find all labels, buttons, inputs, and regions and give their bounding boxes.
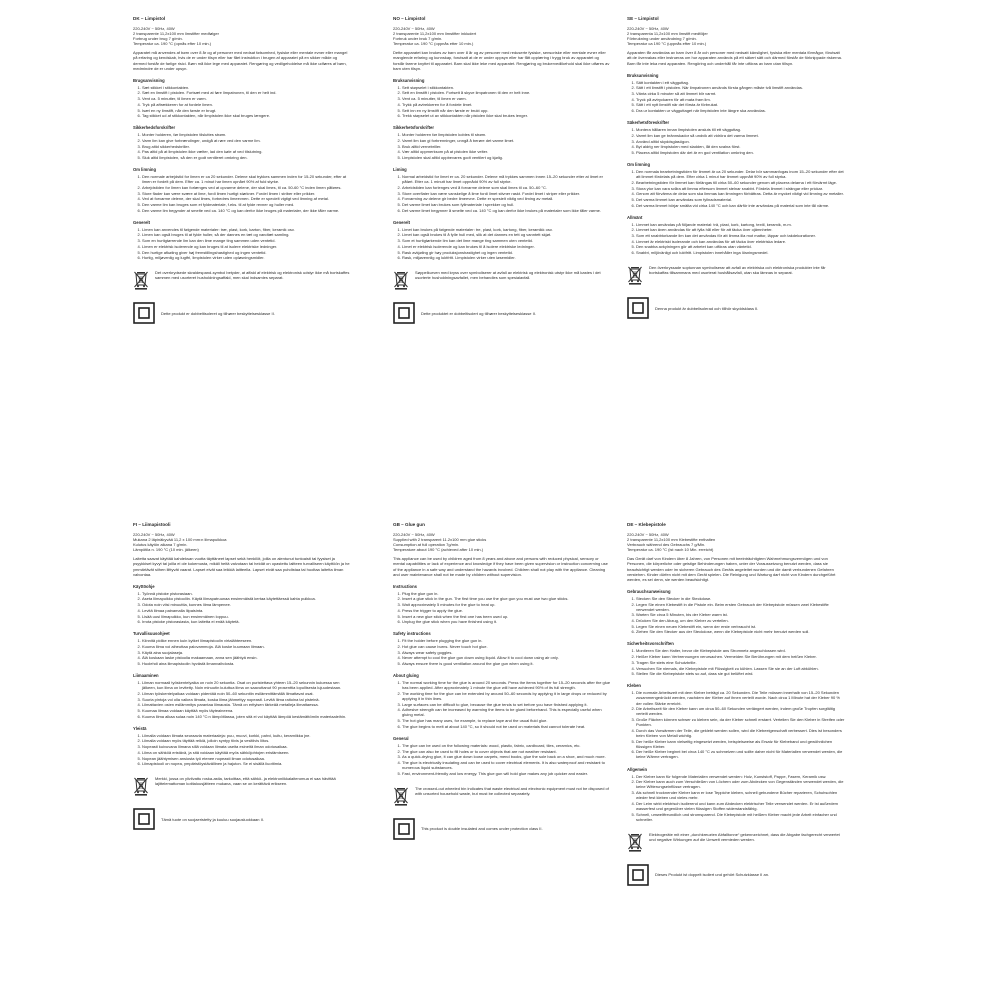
section-title: SE – Limpistol [627,16,659,21]
numbered-list [627,596,845,635]
spec-line: Kulutus käytön aikana 7 g/min. [133,542,188,548]
list-item: 2. Arbejdstiden for limen kan forlænges ved at opvarme delene, der skal limes, til ca. 50-60 °C inden limen påføres. [142,185,351,190]
list-item: 3. Große Flächen können schwer zu kleben sein, da der Kleber schnell erstarrt. Verteilen Sie den Kleber in Streifen oder Punkten. [636,717,845,727]
list-item: 5. Den varme lim kan bruges som et fyldmateriale, f.eks. til at fylde revner og huller med. [142,202,351,207]
numbered-list [133,638,351,666]
class-ii-text: Dette produktet er dobbeltisolert og tilhører beskyttelsesklasse II. [421,310,536,316]
list-item: 2. Varm lim kan give forbrændinger, undgå at røre ved den varme lim. [142,138,351,143]
list-item: 3. Store flader kan være svære at lime, fordi limen hurtigt størkner. Fordel limen i striber eller prikker. [142,191,351,196]
weee-notice [627,265,845,285]
intro-paragraph: Das Gerät darf von Kindern über 8 Jahren, von Personen mit beeinträchtigtem Wahrnehmungsvermögen und von Personen, die körperliche oder geistige Behinderungen haben, unter der Voraussetzung benutzt werden, dass sie beaufsichtigt werden oder im sicheren Gebrauch des Geräts angeleitet wurden und die damit verbundenen Gefahren verstehen. Kinder dürfen nicht mit dem Gerät spielen. Die Reinigung und Wartung darf nicht von Kindern durchgeführt werden, es sei denn, sie werden beaufsichtigt. [627,556,836,582]
block-heading: Liimaaminen [133,673,159,679]
crossed-out-bin-icon [393,270,409,290]
list-item: 2. Limmet kan även användas för att fylla hål eller för att täcka över ojämnheter. [636,227,845,232]
numbered-list [393,132,611,160]
spec-line: Forbrug under brug 7 g/min. [133,36,183,42]
list-item: 3. Odota noin viisi minuuttia, kunnes liima lämpenee. [142,602,351,607]
block-heading: Generelt [393,219,410,225]
list-item: 2. Aseta liimapuikko pistooliin. Käytä liimapatruunaa ensimmäistä kertaa käytettäessä kahta puikkoa. [142,596,351,601]
list-item: 6. Det varma limmet börjar smälta vid cirka 140 °C och kan därför inte användas på material som inte tål värme. [636,203,845,208]
list-item: 6. Liimapistooli on nopea, ympäristöystävällinen ja hajuton. Se ei sisällä liuottimia. [142,761,351,766]
list-item: 4. Limmet är elektriskt isolerande och kan användas för att täcka över elektriska ledare. [636,239,845,244]
block-heading: Sikkerhetsforskrifter [393,125,434,131]
numbered-list [393,85,611,119]
numbered-list [627,80,845,114]
list-item: 1. Normal arbeidstid for limet er ca. 20 sekunder. Delene må trykkes sammen innen 15–20 sekunder etter at limet er påført. Etter ca. 1 minutt har limet oppnådd 90% av full styrke. [402,174,611,184]
list-item: 5. Den hurtige afkøling giver høj fremstillingshastighed og ingen ventetid. [142,250,351,255]
list-item: 6. Tag stikket ud af stikkontakten, når limpistolen ikke skal bruges længere. [142,113,351,118]
list-item: 5. Schnell, umweltfreundlich und stromsparend. Die Klebepistole mit heißem Kleber macht jede Arbeit einfacher und schneller. [636,812,845,822]
list-item: 4. Liimattavien osien esilämmitys parantaa liimausta. Tämä on erityisen tärkeää metalleja liimattaessa. [142,702,351,707]
block-heading: Om limning [627,162,651,168]
list-item: 6. Dra ur kontakten ur vägguttaget när limpistolen inte längre ska användas. [636,108,845,113]
list-item: 5. Lisää uusi liimapuikko, kun ensimmäinen loppuu. [142,614,351,619]
weee-notice [393,786,611,806]
block-heading: General [393,735,409,741]
list-item: 6. Snabbt, miljövänligt och luktfritt. Limpistolen innehåller inga lösningsmedel. [636,250,845,255]
spec-line: Supplied with 2 transparent 11.2x100 mm glue sticks [393,537,487,543]
list-item: 2. Heißer Kleber kann Verbrennungen verursachen. Vermeiden Sie Berührungen mit dem heißen Kleber. [636,654,845,659]
list-item: 3. Som ett snabbtorkande lim kan det användas för att limma illa mot mattor, läppar och takdekorationer. [636,233,845,238]
numbered-list [627,690,845,759]
list-item: 5. Rask avkjøling gir høy produksjonshastighet og ingen ventetid. [402,250,611,255]
numbered-list [393,638,611,666]
list-item: 1. Limen kan anvendes til følgende materialer: træ, plast, kork, karton, fiber, keramik osv. [142,227,351,232]
section-no [393,16,611,324]
section-de [627,522,845,886]
list-item: 4. Tryck på avtryckaren för att mata fram lim. [636,97,845,102]
list-item: 3. Tragen Sie stets eine Schutzbrille. [636,660,845,665]
list-item: 6. Der heiße Kleber beginnt bei circa 140 °C zu schmelzen und sollte daher nicht für Materialien verwendet werden, die keine Wärme vertragen. [636,749,845,759]
double-insulation-icon [393,302,415,324]
list-item: 1. Fit the holder before plugging the glue gun in. [402,638,611,643]
double-insulation-icon [133,808,155,830]
list-item: 4. Forvarming av delene gir bedre limeevne. Dette er spesielt viktig ved liming av metall. [402,196,611,201]
list-item: 5. Sett inn en ny limstift når den første er brukt opp. [402,108,611,113]
section-title: NO – Limpistol [393,16,426,21]
weee-text: The crossed-out wheeled bin indicates that waste electrical and electronic equipment must not be disposed of with unsorted household waste, but must be collected separately. [415,785,609,796]
list-item: 3. Som et hurtigtørkende lim kan det lime mange ting sammen uten ventetid. [402,238,611,243]
block-heading: Sikkerhedsforskrifter [133,125,176,131]
list-item: 3. Warten Sie circa 5 Minuten, bis der Kleber warm ist. [636,612,845,617]
list-item: 4. The glue is electrically insulating and can be used to cover electrical elements. It is also waterproof and resistant to numerous liquid substances. [402,760,611,770]
numbered-list [393,174,611,213]
list-item: 2. Die Arbeitszeit für den Kleber kann um circa 50–60 Sekunden verlängert werden, indem große Tropfen sorgfältig verteilt werden. [636,706,845,716]
list-item: 5. Insert a new glue stick when the first one has been used up. [402,614,611,619]
class-ii-notice [133,302,351,324]
list-item: 5. Limpistolen skal alltid oppbevares godt ventilert og kjølig. [402,155,611,160]
spec-line: Temperature about 190 °C (achieved after 10 min.) [393,547,484,553]
list-item: 1. The glue can be used on the following materials: wood, plastic, fabric, cardboard, tiles, ceramics, etc. [402,743,611,748]
list-item: 3. Als schnell trocknender Kleber kann er lose Teppiche kleben, schnell gebundene Bücher reparieren, Schuhsohlen wieder fest kleben und vieles mehr. [636,790,845,800]
intro-paragraph: Apparaten får användas av barn över 8 år och personer med nedsatt känslighet, fysiska eller mentala förmågor, förutsatt att de övervakas eller instrueras om hur apparaten används på ett säkert sätt och därmed förstår de förknippade riskerna. Barn får inte leka med apparaten. Rengöring och underhåll får inte utföras av barn utan tillsyn. [627,50,843,66]
class-ii-text: This product is double insulated and comes under protection class II. [421,826,543,832]
list-item: 5. Den snabba avkylningen gör att arbetet kan utföras utan väntetid. [636,244,845,249]
list-item: 2. Liimalla voidaan myös täyttää reikiä, jolloin syntyy tiivis ja vesitiivis liitos. [142,738,351,743]
list-item: 2. Sätt i ett limstift i pistolen. När limpatronen används första gången måste två limstift användas. [636,85,845,90]
list-item: 6. Rask, miljøvennlig og luktfritt. Limpistolen virker uten løsemidler. [402,255,611,260]
list-item: 6. Kuuma liima alkaa sulaa noin 140 °C:n lämpötilassa, joten sitä ei voi käyttää lämpöä kestämättömiin materiaaleihin. [142,714,351,719]
spec-line: 220-240V ~ 50Hz, 40W [627,26,669,31]
list-item: 2. Limen kan også bruges til at fylde huller, så der dannes en tæt og vandtæt samling. [142,232,351,237]
list-item: 5. Always ensure there is good ventilation around the glue gun when using it. [402,661,611,666]
intro-paragraph: Apparatet må anvendes af børn over 8 år og af personer med nedsat følsomhed, fysiske eller mentale evner eller mangel på erfaring og kendskab, hvis de er under tilsyn eller har fået instruktion i brugen af apparatet på en sikker måde og dermed forstår de farlige risici. Børn må ikke lege med apparatet. Rengøring og vedligeholdelse må ikke udføres af børn, medmindre de er under opsyn. [133,50,348,71]
list-item: 1. The normal working time for the glue is around 20 seconds. Press the items together for 15–20 seconds after the glue has been applied. After approximately 1 minute the glue will have achieved 90% of its full strength. [402,680,611,690]
weee-notice [133,776,351,796]
list-item: 4. Drücken Sie den Abzug, um den Kleber zu verteilen. [636,618,845,623]
list-item: 5. Sluk altid limpistolen, så den er godt ventileret omkring den. [142,155,351,160]
list-item: 4. Pas altid på at limpistolen ikke vælter, lad den køle af ved tilslutning. [142,149,351,154]
list-item: 4. Versuchen Sie niemals, die Klebepistole mit Flüssigkeit zu kühlen. Lassen Sie sie an der Luft abkühlen. [636,666,845,671]
block-heading: Bruksanvisning [393,77,425,83]
list-item: 3. Wait approximately 5 minutes for the glue to heat up. [402,602,611,607]
list-item: 2. Legen Sie einen Klebestift in die Pistole ein. Beim ersten Gebrauch der Klebepistole müssen zwei Klebestifte verwendet werden. [636,602,845,612]
spec-line: 220-240V ~ 50Hz, 40W [133,26,175,31]
numbered-list [133,733,351,767]
list-item: 3. Använd alltid skyddsglasögon. [636,139,845,144]
numbered-list [627,222,845,256]
list-item: 6. Irrota pistoke pistorasiasta, kun laitetta ei enää käytetä. [142,619,351,624]
numbered-list [133,85,351,119]
list-item: 6. Det varme limet begynner å smelte ved ca. 140 °C og kan derfor ikke brukes på materialer som ikke tåler varme. [402,208,611,213]
list-item: 2. The working time for the glue can be extended by around 50–60 seconds by applying it in large drops or reduced by applying it in thin lines. [402,691,611,701]
list-item: 3. Vent ca. 5 minutter, til limen er varm. [142,96,351,101]
list-item: 3. Brug altid sikkerhedsbriller. [142,144,351,149]
list-item: 4. Adhesive strength can be increased by warming the items to be glued beforehand. This is especially useful when gluing metal. [402,707,611,717]
list-item: 1. Den normala bearbetningstiden för limmet är ca 20 sekunder. Delar bör sammanfogas inom 15–20 sekunder efter det att limmet fördelats på dem. Efter cirka 1 minut har limmet uppnått 90% av full styrka. [636,169,845,179]
list-item: 4. Der Leim wirkt elektrisch isolierend und kann zum Abdecken elektrischer Teile verwendet werden. Er ist außerdem wasserfest und gegenüber vielen flüssigen Stoffen widerstandsfähig. [636,801,845,811]
weee-notice [133,270,351,290]
section-title: GB – Glue gun [393,522,425,527]
spec-block [393,26,611,46]
list-item: 2. Hot glue can cause burns. Never touch hot glue. [402,644,611,649]
list-item: 1. Die normale Arbeitszeit mit dem Kleber beträgt ca. 20 Sekunden. Die Teile müssen innerhalb von 15–20 Sekunden zusammengedrückt werden, nachdem der Kleber auf ihnen verteilt wurde. Nach circa 1 Minute hat der Kleber 90 % der vollen Stärke erreicht. [636,690,845,705]
list-item: 1. Sæt stikket i stikkontakten. [142,85,351,90]
list-item: 1. Monter holderen før limpistolen kobles til strøm. [402,132,611,137]
class-ii-text: Tämä tuote on suojaeristetty ja kuuluu suojausluokkaan II. [161,816,264,822]
list-item: 2. Arbeidstiden kan forlenges ved å forvarme delene som skal limes til ca. 50–60 °C. [402,185,611,190]
spec-line: Mukana 2 läpinäkyvää 11,2 x 100 mm:n liimapuikkoa [133,537,227,543]
list-item: 3. Nopeasti kuivuvana liimana sillä voidaan liimata useita esineitä ilman odotusaikaa. [142,744,351,749]
spec-line: Lämpötila n. 190 °C (10 min. jälkeen) [133,547,199,553]
list-item: 2. The glue can also be used to fill holes or to cover objects that are not weather resistant. [402,749,611,754]
spec-line: 220-240V ~ 50Hz, 40W [393,26,435,31]
list-item: 3. Store overflater kan være vanskelige å lime fordi limet stivner raskt. Fordel limet i striper eller prikker. [402,191,611,196]
spec-line: Temperatur ca. 190 °C (oppnås etter 10 min.) [393,41,474,47]
numbered-list [627,127,845,155]
numbered-list [627,774,845,822]
weee-text: Merkki, jossa on yliviivattu roska-astia, tarkoittaa, että sähkö- ja elektroniikkalaiteromua ei saa hävittää lajittelemattoman kotitalousjätteen mukana, vaan se on kerättävä erikseen. [155,776,336,787]
block-heading: Brugsanvisning [133,77,165,83]
class-ii-text: Dieses Produkt ist doppelt isoliert und gehört Schutzklasse II an. [655,872,770,878]
list-item: 1. Limet kan brukes på følgende materialer: tre, plast, kork, kartong, fiber, keramikk osv. [402,227,611,232]
spec-block [627,26,845,46]
double-insulation-icon [393,818,415,840]
list-item: 5. Sätt i ett nytt limstift när det första är förbrukat. [636,102,845,107]
weee-notice [627,832,845,852]
section-gb [393,522,611,840]
list-item: 4. Limen er elektrisk isolerende og kan bruges til at isolere elektriske ledninger. [142,244,351,249]
list-item: 1. Montieren Sie den Halter, bevor die Klebepistole ans Stromnetz angeschlossen wird. [636,648,845,653]
numbered-list [133,680,351,719]
block-heading: Kleben [627,683,641,689]
list-item: 4. Never attempt to cool the glue gun down using liquid. Allow it to cool down using air only. [402,655,611,660]
list-item: 4. Durch das Vorwärmen der Teile, die geklebt werden sollen, wird die Klebeeigenschaft verbessert. Dies ist besonders beim Kleben von Metall wichtig. [636,728,845,738]
spec-line: 220-240V ~ 50Hz, 40W [627,532,669,537]
list-item: 6. Den varme lim begynder at smelte ved ca. 140 °C og kan derfor ikke bruges på materialer, der ikke tåler varme. [142,208,351,213]
list-item: 2. Kuuma liima voi aiheuttaa palovammoja. Älä koske kuumaan liimaan. [142,644,351,649]
double-insulation-icon [627,864,649,886]
list-item: 5. Der heiße Kleber kann vielseitig eingesetzt werden, beispielsweise als Ersatz für Klebeband und gewöhnlichen flüssigen Kleber. [636,739,845,749]
crossed-out-bin-icon [627,265,643,285]
spec-line: 220-240V ~ 50Hz, 40W [393,532,435,537]
crossed-out-bin-icon [627,832,643,852]
numbered-list [627,648,845,676]
spec-line: 2 transparente 11,2x100 mm Klebestifte enthalten [627,537,716,543]
list-item: 5. Fast, environment-friendly and low energy. This glue gun will hold glue makes any job quicker and easier. [402,771,611,776]
list-item: 3. Vänta cirka 5 minuter så att limmet blir varmt. [636,91,845,96]
list-item: 5. Nopean jäähtymisen ansiosta työ etenee nopeasti ilman odotusaikaa. [142,756,351,761]
list-item: 5. Legen Sie einen neuen Klebestift ein, wenn der erste verbraucht ist. [636,624,845,629]
list-item: 1. Stecken Sie den Stecker in die Steckdose. [636,596,845,601]
numbered-list [393,743,611,776]
intro-paragraph: Laitetta saavat käyttää kahdeksan vuotta täyttäneet lapset sekä henkilöt, joilla on alentunut tuntoaisti tai fyysiset ja psyykkiset kyvyt tai joilla ei ole kokemusta, mikäli heitä valvotaan tai heidät on opastettu laitteen turvalliseen käyttöön ja he ymmärtävät siihen liittyvät vaarat. Lapset eivät saa leikkiä laitteella. Lapset eivät saa puhdistaa tai huoltaa laitetta ilman valvontaa. [133,556,350,577]
class-ii-notice [393,302,611,324]
class-ii-notice [133,808,351,830]
list-item: 1. Den normale arbejdstid for limen er ca 20 sekunder. Delene skal trykkes sammen inden for 15-20 sekunder, efter at limen er fordelt på dem. Efter ca. 1 minut har limen opnået 90% af fuld styrke. [142,174,351,184]
list-item: 6. Hurtig, miljøvenlig og lugtfri, limpistolen virker uden opløsningsmidler. [142,255,351,260]
spec-line: Verbrauch während des Gebrauchs 7 g/Min. [627,542,706,548]
numbered-list [133,227,351,261]
list-item: 4. Press the trigger to apply the glue. [402,608,611,613]
list-item: 5. Kuumaa liimaa voidaan käyttää myös täyteaineena. [142,708,351,713]
block-heading: Käyttöohje [133,583,155,589]
list-item: 2. Insert a glue stick in the gun. The first time you use the glue gun you must use two glue sticks. [402,596,611,601]
section-title: FI – Liimapistooli [133,522,171,527]
list-item: 2. Varmt lim kan ge brännskador så undvik att vidröra det varma limmet. [636,133,845,138]
class-ii-text: Denna produkt är dubbelisolerad och tillhör skyddsklass II. [655,305,759,311]
list-item: 4. Trykk på avtrekkeren for å fordele limet. [402,102,611,107]
numbered-list [133,591,351,625]
numbered-list [393,680,611,729]
list-item: 5. Stellen Sie die Klebepistole stets so auf, dass sie gut belüftet wird. [636,671,845,676]
list-item: 5. The hot glue has many uses, for example, to replace tape and the usual fluid glue. [402,718,611,723]
list-item: 2. Der Kleber kann auch zum Verschließen von Löchern oder zum Abdecken von Gegenständen verwendet werden, die keine Witterungseinflüsse vertragen. [636,779,845,789]
list-item: 6. The glue begins to melt at about 140 °C, so it should not be used on materials that cannot tolerate heat. [402,724,611,729]
spec-line: Temperatur ca. 190 °C (ist nach 10 Min. erreicht) [627,547,714,553]
class-ii-notice [393,818,611,840]
list-item: 1. Plug the glue gun in. [402,591,611,596]
class-ii-notice [627,864,845,886]
list-item: 1. Limmet kan användas på följande material: trä, plast, kork, kartong, textil, keramik, m.m. [636,222,845,227]
list-item: 5. Det varme limet kan brukes som fyllmateriale i sprekker og hull. [402,202,611,207]
list-item: 5. Huolehdi aina liimapistoolin hyvästä ilmanvaihdosta. [142,661,351,666]
list-item: 5. Det varma limmet kan användas som fyllnadsmaterial. [636,197,845,202]
section-fi [133,522,351,830]
block-heading: Bruksanvisning [627,72,659,78]
section-dk [133,16,351,324]
list-item: 3. Bruk alltid vernebriller. [402,144,611,149]
list-item: 6. Trekk støpselet ut av stikkontakten når pistolen ikke skal brukes lenger. [402,113,611,118]
list-item: 3. Stora ytor kan vara svåra att limma eftersom limmet stelnar snabbt. Fördela limmet i strängar eller prickar. [636,186,845,191]
list-item: 1. Der Kleber kann für folgende Materialien verwendet werden: Holz, Kunststoff, Pappe, Fasern, Keramik usw. [636,774,845,779]
spec-block [133,26,351,46]
block-heading: Allgemein [627,766,648,772]
numbered-list [393,591,611,625]
list-item: 3. Large surfaces can be difficult to glue, because the glue tends to set before you have finished applying it. [402,702,611,707]
spec-line: Temperatur ca 190 °C (uppnås efter 10 min.) [627,41,707,47]
numbered-list [393,227,611,261]
spec-line: Temperatur ca. 190 °C (opnås efter 10 min.) [133,41,212,47]
crossed-out-bin-icon [133,776,149,796]
list-item: 1. Työnnä pistoke pistorasiaan. [142,591,351,596]
list-item: 4. Älä koskaan laske pistoolia makaamaan, anna sen jäähtyä ensin. [142,655,351,660]
block-heading: Allmänt [627,214,643,220]
spec-block [393,532,611,552]
block-heading: Generelt [133,219,150,225]
list-item: 4. Tryk på aftrækkeren for at fordele limen. [142,102,351,107]
list-item: 2. Varmt lim kan gi forbrenninger, unngå å berøre det varme limet. [402,138,611,143]
block-heading: Gebrauchsanweisung [627,588,671,594]
numbered-list [133,132,351,160]
list-item: 3. Suuria pintoja voi olla vaikea liimata, koska liima jähmettyy nopeasti. Levitä liima raitoina tai pisteinä. [142,697,351,702]
weee-text: Den överkryssade soptunnan symboliserar att avfall av elektriska och elektroniska produkter inte får bortskaffas tillsammans med osorterat hushållsavfall, utan ska lämnas in separat. [649,265,826,276]
weee-notice [393,270,611,290]
list-item: 2. Sett en limstift i pistolen. Fortsett å skyve limpatronen til den er helt inne. [402,90,611,95]
spec-block [133,532,351,552]
section-title: DE – Klebepistole [627,522,666,527]
spec-line: Förbrukning under användning 7 g/min. [627,36,697,42]
list-item: 3. Käytä aina suojalaseja. [142,650,351,655]
block-heading: Liming [393,167,407,173]
block-heading: Om limning [133,167,157,173]
list-item: 1. Sätt kontakten i ett vägguttag. [636,80,845,85]
intro-paragraph: This appliance can be used by children aged from 8 years and above and persons with reduced physical, sensory or mental capabilities or lack of experience and knowledge if they have been given supervision or instruction concerning use of the appliance in a safe way and understand the hazards involved. Children shall not play with the appliance. Cleaning and user maintenance shall not be made by children without supervision. [393,556,608,577]
list-item: 3. As a quick-drying glue, it can glue down loose carpets, mend books, glue the sole back on a shoe, and much more. [402,754,611,759]
list-item: 4. Byt aldrig ner limpistolen med sladden, låt den svalna först. [636,144,845,149]
list-item: 5. Isæt en ny limstift, når den første er brugt. [142,108,351,113]
class-ii-notice [627,297,845,319]
list-item: 3. Som en hurtigtørrende lim kan den lime mange ting sammen uden ventetid. [142,238,351,243]
list-item: 4. Liima on sähköä eristävä, ja sitä voidaan käyttää myös sähköjohtojen eristämiseen. [142,750,351,755]
list-item: 4. Genom att förvärma de delar som ska limmas kan limningen förbättras. Detta är mycket viktigt vid limning av metaller. [636,191,845,196]
list-item: 6. Ziehen Sie den Stecker aus der Steckdose, wenn die Klebepistole nicht mehr benutzt werden soll. [636,629,845,634]
spec-line: 2 transparenta 11,2x100 mm limstift medföljer [627,31,708,37]
class-ii-text: Dette produkt er dobbeltisoleret og tilhører beskyttelsesklasse II. [161,310,275,316]
intro-paragraph: Dette apparatet kan brukes av barn over 8 år og av personer med reduserte fysiske, sensoriske eller mentale evner eller manglende erfaring og kunnskap, forutsatt at de er under oppsyn eller har fått opplæring i trygg bruk av apparatet og forstår farene knyttet til apparatet. Barn skal ikke leke med apparatet. Rengjøring og brukervedlikehold skal ikke utføres av barn uten tilsyn. [393,50,610,71]
block-heading: About gluing [393,673,419,679]
spec-line: Consumption at full operation 7g/min. [393,542,460,548]
list-item: 6. Unplug the glue stick when you have finished using it. [402,619,611,624]
double-insulation-icon [627,297,649,319]
spec-line: 220-240V ~ 50Hz, 40W [133,532,175,537]
list-item: 1. Sett støpselet i stikkontakten. [402,85,611,90]
list-item: 5. Placera alltid limpistolen där det är en god ventilation omkring den. [636,150,845,155]
list-item: 4. Vær alltid oppmerksom på at pistolen ikke velter. [402,149,611,154]
list-item: 2. Bearbetningstiden för limmet kan förlängas till cirka 50–60 sekunder genom att placera delarna i ett förvärmt läge. [636,180,845,185]
block-heading: Safety instructions [393,631,431,637]
list-item: 1. Liiman normaali työskentelyaika on noin 20 sekuntia. Osat on puristettava yhteen 15–20 sekunnin kuluessa sen jälkeen, kun liima on levitetty. Noin minuutin kuluttua liima on saavuttanut 90 prosenttia lopullisesta lujuudestaan. [142,680,351,690]
section-se [627,16,845,319]
spec-block [627,532,845,552]
list-item: 4. Ved at forvarme delene, der skal limes, forbedres limeevnen. Dette er specielt vigtigt ved limning af metal. [142,196,351,201]
weee-text: Det overkrydsede skraldespand-symbol betyder, at affald af elektrisk og elektronisk udstyr ikke må bortskaffes sammen med usorteret husholdningsaffald, men skal indsamles separat. [155,270,350,281]
crossed-out-bin-icon [393,786,409,806]
list-item: 2. Sæt en limstift i pistolen. Fortsæt med at føre limpatronen, til den er helt ind. [142,90,351,95]
list-item: 3. Vent ca. 5 minutter, til limen er varm. [402,96,611,101]
spec-line: Forbruk under bruk 7 g/min. [393,36,443,42]
list-item: 4. Limet er elektrisk isolerende og kan brukes til å isolere elektriske ledninger. [402,244,611,249]
list-item: 1. Kiinnitä pidike ennen kuin kytket liimapistoolin virtalähteeseen. [142,638,351,643]
block-heading: Sicherheitsvorschriften [627,641,674,647]
list-item: 1. Liimalla voidaan liimata seuraavia materiaaleja: puu, muovi, korkki, pahvi, kuitu, keramiikka jne. [142,733,351,738]
list-item: 3. Always wear safety goggles. [402,650,611,655]
list-item: 1. Monter holderen, før limpistolen tilsluttes strøm. [142,132,351,137]
list-item: 4. Levitä liimaa painamalla liipaisinta. [142,608,351,613]
crossed-out-bin-icon [133,270,149,290]
block-heading: Säkerhetsföreskrifter [627,120,670,126]
list-item: 1. Montera hållaren innan limpistolen ansluts till ett vägguttag. [636,127,845,132]
block-heading: Instructions [393,583,417,589]
numbered-list [133,174,351,213]
weee-text: Elektrogeräte mit einer „durchkreuzten Abfalltonne“ gekennzeichnet, dass die Abgabe fachgerecht verwertet und negative Wirkungen auf die Umwelt vermieden werden. [649,831,840,842]
double-insulation-icon [133,302,155,324]
spec-line: 2 transparente 11,2x100 mm limstifter inkludert [393,31,477,37]
numbered-list [627,169,845,208]
list-item: 2. Limet kan også brukes til å fylle hull med, slik at det dannes en tett og vanntett skjøt. [402,232,611,237]
block-heading: Turvallisuusohjeet [133,631,170,637]
block-heading: Yleistä [133,725,147,731]
list-item: 2. Liiman työskentelyaikaa voidaan pidentää noin 50–60 sekuntiin esilämmittämällä liimattavat osat. [142,691,351,696]
weee-text: Søppelkurven med kryss over symboliserer at avfall av elektrisk og elektronisk utstyr ikke må kastes i det usorterte husholdningsavfallet, men behandles som spesialavfall. [415,270,601,281]
spec-line: 2 transparente 11,2x100 mm limstifter medfølger [133,31,219,37]
section-title: DK – Limpistol [133,16,166,21]
